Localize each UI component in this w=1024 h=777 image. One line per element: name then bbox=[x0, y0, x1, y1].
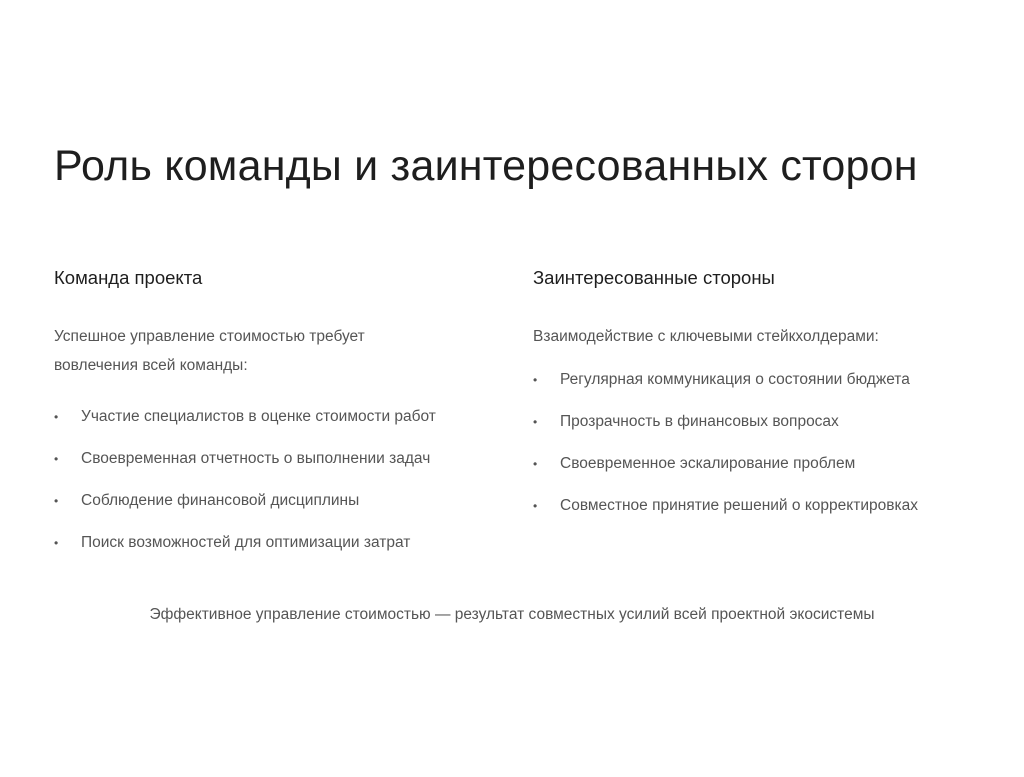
project-team-heading: Команда проекта bbox=[54, 267, 203, 288]
project-team-intro: Успешное управление стоимостью требует вовлечения всей команды: bbox=[54, 328, 365, 374]
bullet-icon: • bbox=[54, 452, 59, 466]
list-item bbox=[533, 495, 983, 517]
stakeholders-intro: Взаимодействие с ключевыми стейкхолдерами: bbox=[533, 328, 879, 345]
list-item-text: Своевременная отчетность о выполнении задач bbox=[81, 450, 431, 467]
list-item bbox=[533, 453, 983, 475]
list-item bbox=[533, 369, 983, 391]
list-item bbox=[54, 448, 504, 470]
list-item-text: Поиск возможностей для оптимизации затрат bbox=[81, 534, 411, 551]
stakeholders-list bbox=[533, 369, 983, 517]
project-team-column bbox=[54, 266, 504, 574]
list-item-text: Участие специалистов в оценке стоимости работ bbox=[81, 408, 436, 425]
bullet-icon: • bbox=[54, 410, 59, 424]
slide-title: Роль команды и заинтересованных сторон bbox=[54, 142, 918, 190]
stakeholders-column bbox=[533, 266, 983, 537]
stakeholders-heading: Заинтересованные стороны bbox=[533, 267, 775, 288]
list-item-text: Прозрачность в финансовых вопросах bbox=[560, 413, 839, 430]
bullet-icon: • bbox=[533, 499, 538, 513]
bullet-icon: • bbox=[54, 536, 59, 550]
list-item bbox=[54, 490, 504, 512]
project-team-list bbox=[54, 406, 504, 554]
list-item-text: Регулярная коммуникация о состоянии бюджета bbox=[560, 371, 910, 388]
list-item bbox=[54, 406, 504, 428]
list-item-text: Совместное принятие решений о корректировках bbox=[560, 497, 918, 514]
list-item bbox=[533, 411, 983, 433]
bullet-icon: • bbox=[533, 373, 538, 387]
footer-note: Эффективное управление стоимостью — результат совместных усилий всей проектной экосистемы bbox=[149, 606, 875, 623]
list-item-text: Своевременное эскалирование проблем bbox=[560, 455, 856, 472]
bullet-icon: • bbox=[54, 494, 59, 508]
list-item-text: Соблюдение финансовой дисциплины bbox=[81, 492, 360, 509]
bullet-icon: • bbox=[533, 415, 538, 429]
list-item bbox=[54, 532, 504, 554]
bullet-icon: • bbox=[533, 457, 538, 471]
